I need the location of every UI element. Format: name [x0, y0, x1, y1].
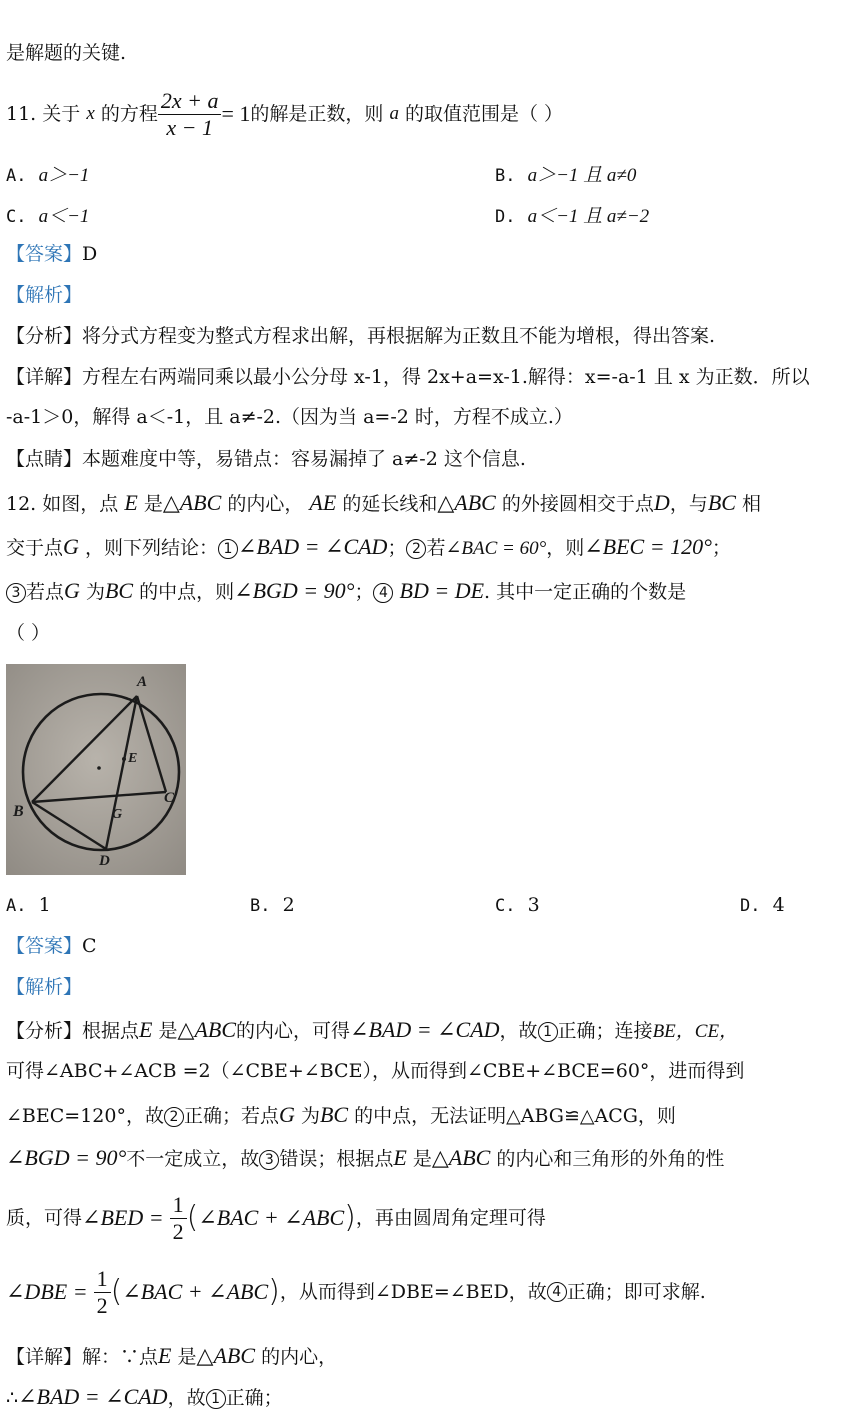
q11-var-x: x — [86, 102, 95, 124]
q12-angle-sum: ∠BAC + ∠ABC — [122, 1278, 269, 1304]
circled-number-2: 2 — [164, 1107, 184, 1127]
q12-text: ； — [387, 537, 407, 559]
xiangjie-text: 方程左右两端同乘以最小公分母 x-1，得 2x+a=x-1.解得：x=-a-1 且 x 为正数．所以 — [82, 366, 810, 388]
q12-fenxi-line2: 可得∠ABC+∠ACB =2（∠CBE+∠BCE），从而得到∠CBE+∠BCE=60°，进而得到 — [6, 1060, 745, 1082]
q12-triangle: △ABC — [437, 490, 496, 515]
q11-option-a[interactable] — [6, 160, 89, 187]
paren-open: ( — [110, 1274, 123, 1309]
q12-angle-eq: ∠BAD = ∠CAD — [350, 1017, 500, 1042]
q12-text: ，则下列结论： — [84, 537, 218, 559]
q12-point-e: E — [139, 1017, 153, 1042]
q12-triangle: △ABC — [162, 490, 222, 515]
analysis-tag: 【解析】 — [6, 284, 83, 306]
q12-statement-4: BD = DE — [399, 578, 485, 603]
q11-option-label: D. — [495, 207, 516, 227]
q12-text: 的内心， — [261, 1346, 338, 1368]
q12-text: 的中点，则 — [139, 581, 235, 603]
q12-answer — [6, 935, 97, 958]
frac-num: 1 — [170, 1192, 187, 1218]
q11-analysis-heading — [6, 284, 82, 307]
q11-option-c[interactable] — [6, 201, 89, 228]
q12-option-d[interactable] — [740, 894, 785, 916]
q12-text: 的中点，无法证明△ABG≌△ACG，则 — [354, 1105, 676, 1127]
circled-number-3: 3 — [6, 583, 26, 603]
q12-statement-3: ∠BGD = 90° — [234, 578, 355, 603]
q12-text: ，再由圆周角定理可得 — [355, 1206, 546, 1229]
q12-text: 的延长线和 — [342, 493, 438, 515]
q12-angle-sum: ∠BAC + ∠ABC — [198, 1204, 345, 1230]
q12-option-text: 2 — [282, 894, 295, 916]
q11-stem-b: 的方程 — [100, 102, 158, 125]
q12-text: ，与 — [669, 493, 708, 515]
paren-close: ) — [268, 1274, 280, 1309]
q12-segment-bc: BC — [104, 578, 134, 603]
q12-text: 的内心，可得 — [236, 1020, 351, 1042]
q12-stem-paren: （ ） — [6, 622, 51, 644]
q11-frac-num: 2x + a — [158, 88, 222, 114]
q11-dianjing — [6, 448, 526, 471]
paren-close: ) — [344, 1200, 356, 1235]
q12-text: ； — [711, 537, 731, 559]
q12-point-g: G — [279, 1102, 295, 1127]
q12-text: 交于点 — [6, 537, 64, 559]
q12-point-g: G — [64, 578, 80, 603]
circled-number-1: 1 — [218, 539, 238, 559]
circled-number-4: 4 — [373, 583, 393, 603]
q12-option-label: B. — [250, 896, 271, 916]
q11-option-b[interactable] — [495, 160, 636, 187]
q12-triangle: △ABC — [196, 1343, 256, 1368]
q12-text: 相 — [742, 493, 762, 515]
frac-den: 2 — [172, 1218, 184, 1244]
q12-text: 根据点 — [82, 1020, 140, 1042]
paren-open: ( — [186, 1200, 199, 1235]
figure-label-b: B — [13, 803, 24, 820]
q11-fraction — [158, 88, 222, 140]
dianjing-text: 本题难度中等，易错点：容易漏掉了 a≠-2 这个信息. — [82, 448, 526, 470]
figure-label-c: C — [164, 790, 175, 806]
q12-stem-line3 — [6, 578, 686, 604]
q12-point-e: E — [124, 490, 138, 515]
q12-angle-eq: ∠BAD = ∠CAD — [18, 1384, 168, 1409]
q12-text: 质，可得 — [6, 1206, 83, 1229]
fenxi-tag: 【分析】 — [6, 325, 83, 347]
q12-fenxi-line6 — [6, 1262, 706, 1322]
answer-tag: 【答案】 — [6, 243, 83, 265]
q12-point-e: E — [158, 1343, 172, 1368]
q12-text: ，故 — [167, 1387, 206, 1409]
answer-tag: 【答案】 — [6, 935, 83, 957]
q12-option-text: 4 — [772, 894, 785, 916]
q11-frac-den: x − 1 — [166, 114, 213, 140]
q11-stem-c: 的解是正数，则 — [250, 102, 384, 125]
q12-statement-2b: ∠BEC = 120° — [584, 534, 712, 559]
q11-option-text: a＞−1 — [38, 165, 90, 186]
q12-text: 是 — [143, 493, 163, 515]
q12-text: 是 — [177, 1346, 197, 1368]
figure-label-e: E — [128, 751, 138, 766]
q12-option-a[interactable] — [6, 894, 51, 916]
q12-segment-bc: BC — [707, 490, 736, 515]
q12-triangle: △ABC — [431, 1145, 491, 1170]
q12-option-c[interactable] — [495, 894, 540, 916]
q12-text: 为 — [85, 581, 105, 603]
circled-number-1: 1 — [538, 1022, 558, 1042]
geometry-figure — [6, 664, 186, 875]
q11-option-label: B. — [495, 166, 516, 186]
figure-label-a: A — [137, 674, 148, 690]
frac-num: 1 — [94, 1266, 111, 1292]
q11-fenxi — [6, 325, 715, 348]
q12-angle-lhs: ∠DBE = — [6, 1278, 88, 1304]
q12-segments: BE，CE， — [652, 1021, 739, 1042]
q11-answer — [6, 243, 97, 266]
q12-xiangjie-line1 — [6, 1343, 337, 1369]
q12-text: 12. 如图，点 — [6, 493, 119, 515]
answer-value: C — [82, 935, 97, 957]
circled-number-1: 1 — [206, 1389, 226, 1409]
q12-option-b[interactable] — [250, 894, 295, 916]
q12-text: 的内心和三角形的外角的性 — [496, 1148, 725, 1170]
q12-option-text: 3 — [527, 894, 540, 916]
circled-number-3: 3 — [259, 1150, 279, 1170]
frac-den: 2 — [96, 1292, 108, 1318]
q12-fenxi-line1 — [6, 1017, 738, 1044]
q12-half-fraction — [170, 1192, 187, 1244]
q12-text: 正确；若点 — [183, 1105, 279, 1127]
q12-text: 若点 — [26, 581, 65, 603]
dianjing-tag: 【点睛】 — [6, 448, 83, 470]
q12-text: 为 — [300, 1105, 320, 1127]
q12-statement-2a: ∠BAC = 60° — [445, 538, 547, 559]
q12-fenxi-line4 — [6, 1145, 724, 1171]
q12-text: 若 — [426, 537, 446, 559]
q12-text: ∠BEC=120°，故 — [6, 1105, 164, 1127]
xiangjie-tag: 【详解】 — [6, 366, 83, 388]
q12-text: 错误；根据点 — [279, 1148, 394, 1170]
q12-point-e: E — [393, 1145, 407, 1170]
q12-triangle: △ABC — [177, 1017, 237, 1042]
q12-stem-line1 — [6, 490, 761, 516]
q12-point-d: D — [653, 490, 670, 515]
q12-text: 的外接圆相交于点 — [501, 493, 654, 515]
q12-text: 正确；即可求解. — [566, 1280, 706, 1303]
q12-text: ∴ — [6, 1387, 19, 1409]
q12-option-label: D. — [740, 896, 761, 916]
q12-text: 是 — [412, 1148, 432, 1170]
q12-text: 正确； — [225, 1387, 283, 1409]
circled-number-2: 2 — [406, 539, 426, 559]
fenxi-tag: 【分析】 — [6, 1020, 83, 1042]
q11-option-label: C. — [6, 207, 27, 227]
q11-xiangjie-2: -a-1＞0，解得 a＜-1，且 a≠-2.（因为当 a=-2 时，方程不成立.） — [6, 406, 573, 428]
q12-angle-lhs: ∠BED = — [82, 1204, 164, 1230]
q12-segment-ae: AE — [309, 490, 337, 515]
q12-half-fraction — [94, 1266, 111, 1318]
figure-label-g: G — [112, 807, 123, 822]
q12-option-text: 1 — [38, 894, 51, 916]
q12-analysis-heading — [6, 976, 82, 999]
q12-text: ，则 — [546, 537, 585, 559]
q11-xiangjie-1 — [6, 366, 810, 389]
figure-label-d: D — [99, 853, 110, 869]
q11-stem-d: 的取值范围是（ ） — [404, 102, 564, 125]
q12-fenxi-line5 — [6, 1188, 546, 1248]
q12-stem-line2 — [6, 534, 731, 561]
q12-text: 是 — [158, 1020, 178, 1042]
q12-text: 不一定成立，故 — [126, 1148, 260, 1170]
q12-segment-bc: BC — [319, 1102, 349, 1127]
q12-angle-eq: ∠BGD = 90° — [6, 1145, 127, 1170]
q12-text: ，从而得到∠DBE=∠BED，故 — [279, 1280, 547, 1303]
q12-xiangjie-line2 — [6, 1384, 283, 1410]
q11-option-text: a＜−1 且 a≠−2 — [527, 206, 650, 227]
q12-text: ； — [354, 581, 374, 603]
q11-stem — [6, 84, 563, 144]
q12-statement-1: ∠BAD = ∠CAD — [237, 534, 388, 559]
q12-text: 的内心， — [227, 493, 304, 515]
q12-option-label: A. — [6, 896, 27, 916]
xiangjie-tag: 【详解】 — [6, 1346, 83, 1368]
analysis-tag: 【解析】 — [6, 976, 83, 998]
q11-number: 11. — [6, 102, 37, 125]
q12-point-g: G — [63, 534, 79, 559]
q12-text: 正确；连接 — [557, 1020, 653, 1042]
q11-option-label: A. — [6, 166, 27, 186]
q11-option-text: a＞−1 且 a≠0 — [527, 165, 637, 186]
q11-eq: = 1 — [221, 100, 251, 126]
intro-text: 是解题的关键. — [6, 42, 127, 64]
q12-text: ，故 — [499, 1020, 538, 1042]
q11-var-a: a — [389, 102, 399, 124]
q11-stem-a: 关于 — [42, 102, 81, 125]
answer-value: D — [82, 243, 98, 265]
q12-option-label: C. — [495, 896, 516, 916]
q11-option-d[interactable] — [495, 201, 649, 228]
circled-number-4: 4 — [547, 1282, 567, 1302]
q12-text: . 其中一定正确的个数是 — [484, 581, 687, 603]
q12-fenxi-line3 — [6, 1102, 676, 1128]
q11-option-text: a＜−1 — [38, 206, 90, 227]
q12-text: 解：∵点 — [82, 1346, 159, 1368]
fenxi-text: 将分式方程变为整式方程求出解，再根据解为正数且不能为增根，得出答案. — [82, 325, 716, 347]
